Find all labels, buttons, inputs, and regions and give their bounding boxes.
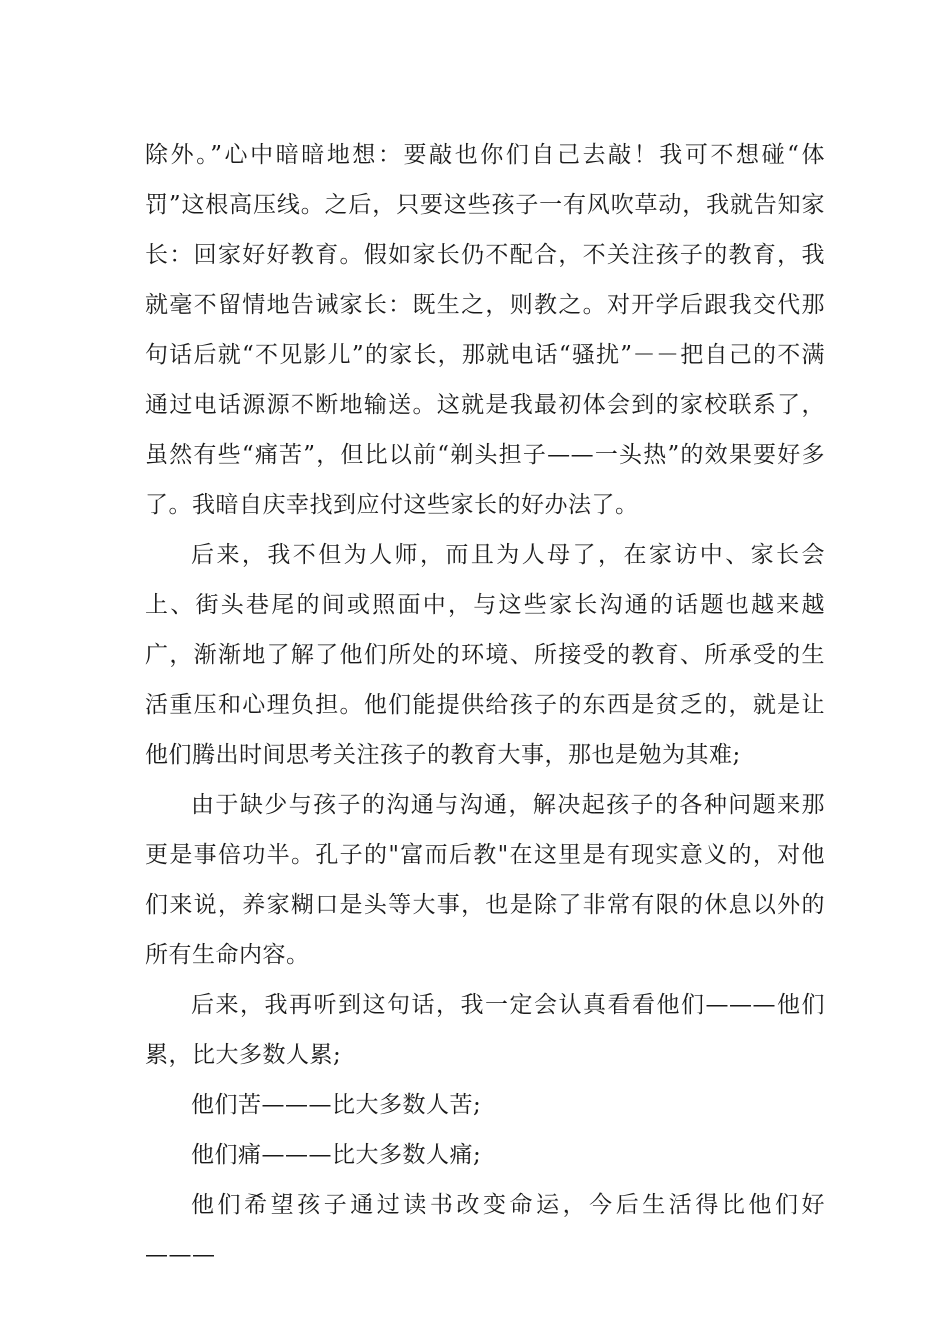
paragraph-5: 他们苦———比大多数人苦; [191,1092,482,1118]
body-text [145,130,825,1280]
paragraph-1: 除外。”心中暗暗地想：要敲也你们自己去敲！我可不想碰“体罚”这根高压线。之后，只要这些孩子一有风吹草动，我就告知家长：回家好好教育。假如家长仍不配合，不关注孩子的教育，我就毫不留情地告诫家长：既生之，则教之。对开学后跟我交代那句话后就“不见影儿”的家长，那就电话“骚扰”－－把自己的不满通过电话源源不断地输送。这就是我最初体会到的家校联系了，虽然有些“痛苦”，但比以前“剃头担子——一头热”的效果要好多了。我暗自庆幸找到应付这些家长的好办法了。 [145,142,825,518]
paragraph-7: 他们希望孩子通过读书改变命运，今后生活得比他们好——— [145,1192,825,1268]
paragraph-2: 后来，我不但为人师，而且为人母了，在家访中、家长会上、街头巷尾的间或照面中，与这些家长沟通的话题也越来越广，渐渐地了解了他们所处的环境、所接受的教育、所承受的生活重压和心理负担。他们能提供给孩子的东西是贫乏的，就是让他们腾出时间思考关注孩子的教育大事，那也是勉为其难; [145,542,825,768]
paragraph-6: 他们痛———比大多数人痛; [191,1142,482,1168]
paragraph-3: 由于缺少与孩子的沟通与沟通，解决起孩子的各种问题来那更是事倍功半。孔子的"富而后教"在这里是有现实意义的，对他们来说，养家糊口是头等大事，也是除了非常有限的休息以外的所有生命内容。 [145,792,825,968]
paragraph-4: 后来，我再听到这句话，我一定会认真看看他们———他们累，比大多数人累; [145,992,825,1068]
